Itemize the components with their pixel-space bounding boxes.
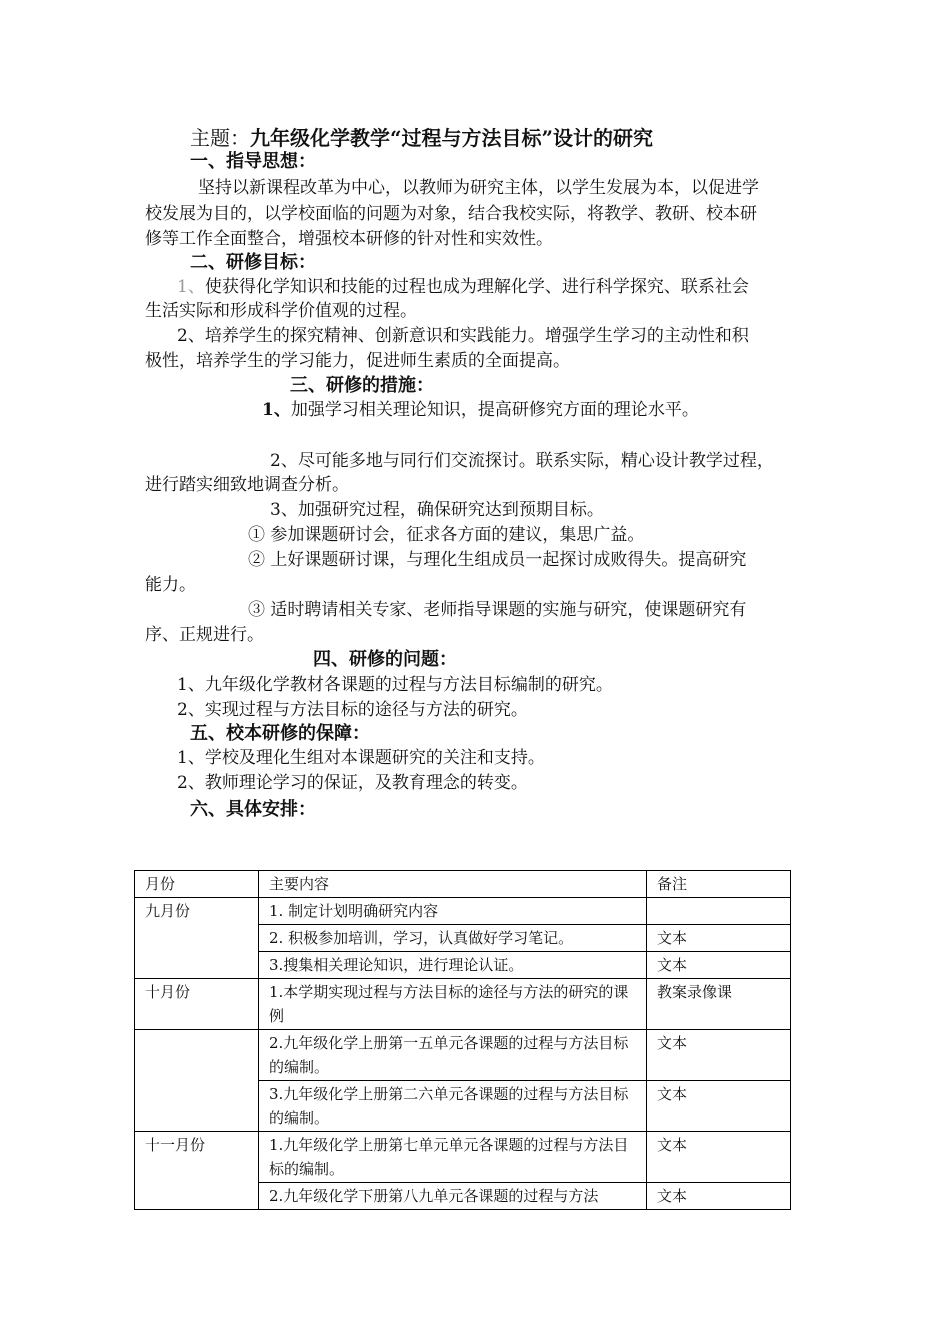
s3-measure-3: 3、加强研究过程，确保研究达到预期目标。 bbox=[270, 500, 604, 520]
month-cell: 九月份 bbox=[135, 898, 259, 979]
header-month: 月份 bbox=[135, 871, 259, 898]
s1-line-3: 修等工作全面整合，增强校本研修的针对性和实效性。 bbox=[145, 229, 553, 249]
section-6-heading: 六、具体安排： bbox=[190, 799, 316, 820]
month-cell bbox=[135, 1081, 259, 1132]
document-title bbox=[190, 126, 653, 150]
note-cell: 文本 bbox=[647, 1183, 791, 1210]
note-cell: 文本 bbox=[647, 1030, 791, 1081]
month-cell bbox=[135, 1030, 259, 1081]
s2-item-1-text: 使获得化学知识和技能的过程也成为理解化学、进行科学探究、联系社会 bbox=[204, 277, 749, 297]
s5-item-1: 1、学校及理化生组对本课题研究的关注和支持。 bbox=[177, 748, 545, 768]
note-cell: 文本 bbox=[647, 1081, 791, 1132]
section-1-heading: 一、指导思想： bbox=[190, 151, 316, 172]
s1-line-1: 坚持以新课程改革为中心，以教师为研究主体，以学生发展为本，以促进学 bbox=[198, 178, 759, 198]
section-2-heading: 二、研修目标： bbox=[190, 252, 316, 273]
header-content: 主要内容 bbox=[259, 871, 647, 898]
s2-item-2-line-2: 极性，培养学生的学习能力，促进师生素质的全面提高。 bbox=[145, 351, 570, 371]
content-cell: 1.九年级化学上册第七单元单元各课题的过程与方法目标的编制。 bbox=[259, 1132, 647, 1183]
content-cell: 2.九年级化学下册第八九单元各课题的过程与方法 bbox=[259, 1183, 647, 1210]
s3-sub-3-line-1: ③ 适时聘请相关专家、老师指导课题的实施与研究，使课题研究有 bbox=[248, 600, 747, 620]
note-cell: 教案录像课 bbox=[647, 979, 791, 1030]
s3-measure-2-line-2: 进行踏实细致地调查分析。 bbox=[145, 475, 349, 495]
s1-line-2: 校发展为目的，以学校面临的问题为对象，结合我校实际，将教学、教研、校本研 bbox=[145, 204, 757, 224]
s3-measure-2-line-1: 2、尽可能多地与同行们交流探讨。联系实际，精心设计教学过程， bbox=[270, 451, 774, 471]
title-prefix: 主题： bbox=[190, 126, 250, 150]
section-4-heading: 四、研修的问题： bbox=[313, 649, 457, 670]
content-cell: 3.搜集相关理论知识，进行理论认证。 bbox=[259, 952, 647, 979]
section-5-heading: 五、校本研修的保障： bbox=[190, 723, 370, 744]
s2-item-1-number: 1、 bbox=[177, 277, 205, 297]
s3-sub-2-line-2: 能力。 bbox=[145, 575, 196, 595]
note-cell: 文本 bbox=[647, 925, 791, 952]
s3-sub-1: ① 参加课题研讨会，征求各方面的建议，集思广益。 bbox=[248, 525, 645, 545]
content-cell: 3.九年级化学上册第二六单元各课题的过程与方法目标的编制。 bbox=[259, 1081, 647, 1132]
header-note: 备注 bbox=[647, 871, 791, 898]
schedule-table bbox=[134, 870, 791, 1210]
table-row bbox=[135, 979, 791, 1030]
s3-measure-1 bbox=[262, 399, 699, 421]
title-text: 九年级化学教学“过程与方法目标”设计的研究 bbox=[250, 126, 654, 150]
s3-sub-3-line-2: 序、正规进行。 bbox=[145, 625, 264, 645]
content-cell: 1. 制定计划明确研究内容 bbox=[259, 898, 647, 925]
table-row bbox=[135, 898, 791, 925]
content-cell: 1.本学期实现过程与方法目标的途径与方法的研究的课例 bbox=[259, 979, 647, 1030]
s4-item-2: 2、实现过程与方法目标的途径与方法的研究。 bbox=[177, 700, 528, 720]
table-row bbox=[135, 1081, 791, 1132]
s5-item-2: 2、教师理论学习的保证，及教育理念的转变。 bbox=[177, 773, 528, 793]
s2-item-1-line-2: 生活实际和形成科学价值观的过程。 bbox=[145, 301, 417, 321]
month-cell: 十一月份 bbox=[135, 1132, 259, 1210]
s4-item-1: 1、九年级化学教材各课题的过程与方法目标编制的研究。 bbox=[177, 675, 613, 695]
note-cell: 文本 bbox=[647, 1132, 791, 1183]
section-3-heading: 三、研修的措施： bbox=[290, 375, 434, 396]
note-cell: 文本 bbox=[647, 952, 791, 979]
s2-item-1-line-1 bbox=[177, 276, 749, 298]
content-cell: 2. 积极参加培训，学习，认真做好学习笔记。 bbox=[259, 925, 647, 952]
note-cell bbox=[647, 898, 791, 925]
s3-sub-2-line-1: ② 上好课题研讨课，与理化生组成员一起探讨成败得失。提高研究 bbox=[248, 550, 747, 570]
s3-measure-1-text: 加强学习相关理论知识，提高研修究方面的理论水平。 bbox=[290, 400, 699, 420]
month-cell: 十月份 bbox=[135, 979, 259, 1030]
s2-item-2-line-1: 2、培养学生的探究精神、创新意识和实践能力。增强学生学习的主动性和积 bbox=[177, 326, 749, 346]
table-header-row bbox=[135, 871, 791, 898]
table-row bbox=[135, 1132, 791, 1183]
s3-measure-1-number: 1、 bbox=[262, 400, 291, 420]
table-row bbox=[135, 1030, 791, 1081]
content-cell: 2.九年级化学上册第一五单元各课题的过程与方法目标的编制。 bbox=[259, 1030, 647, 1081]
